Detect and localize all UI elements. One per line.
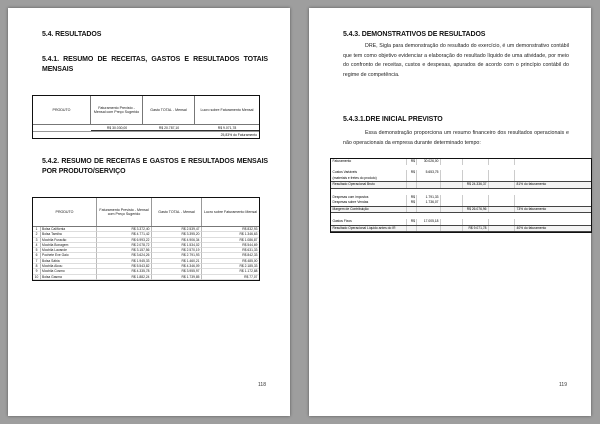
dre-subtotal (463, 200, 489, 206)
header-produto: PRODUTO (33, 96, 91, 124)
product-name: Mochila Bonagem (41, 243, 97, 248)
cost-value: R$ 4.906,34 (152, 238, 202, 243)
dre-currency: R$ (407, 200, 417, 206)
dre-row (331, 159, 591, 165)
product-header-gasto: Gasto TOTAL - Mensal (152, 198, 202, 226)
dre-label: Faturamento (331, 159, 407, 165)
cost-value: R$ 4.346,09 (152, 264, 202, 269)
product-table (32, 197, 260, 281)
summary-table (32, 95, 260, 139)
dre-empty-cell (441, 207, 463, 213)
dre-currency (407, 176, 417, 182)
product-header-produto: PRODUTO (33, 198, 97, 226)
row-number: 3 (33, 238, 41, 243)
revenue-value: R$ 6.993,22 (97, 238, 152, 243)
dre-currency: R$ (407, 195, 417, 201)
dre-row (331, 200, 591, 206)
initial-paragraph-text: Essa demonstração proporciona um resumo financeiro dos resultados operacionais e não operacionais da empresa durante determinado tempo: (343, 130, 569, 146)
dre-value: 1.791,33 (417, 195, 441, 201)
dre-empty-cell (489, 207, 515, 213)
heading-resumo-produto (42, 157, 268, 177)
revenue-value: R$ 1.945,33 (97, 259, 152, 264)
row-number: 1 (33, 227, 41, 232)
heading-resumo-produto-line2: POR PRODUTO/SERVIÇO (42, 168, 126, 175)
left-page (8, 8, 290, 416)
product-name: Bolsa Califórnia (41, 227, 97, 232)
profit-value: R$ 1.172,88 (202, 269, 259, 274)
product-name: Bolsa Sábia (41, 259, 97, 264)
dre-paragraph-text: DRE, Sigla para demonstração do resultado do exercício, é um demonstrativo contábil que tem como objetivo evidenciar a elaboração do resultado líquido de uma atividade, por meio do confronto de receitas, custos e despesas, apurados de acordo com o princípio contábil do regime de competência. (343, 43, 569, 78)
summary-table-row (33, 125, 259, 131)
header-faturamento: Faturamento Previsto - Mensal com Preço Sugerido (91, 96, 143, 124)
dre-empty-cell (489, 226, 515, 232)
profit-value: R$ 1.086,87 (202, 238, 259, 243)
product-header-lucro: Lucro sobre Faturamento Mensal (204, 209, 257, 214)
product-name: Pochete Exe Gaio (41, 253, 97, 258)
header-lucro: Lucro sobre Faturamento Mensal (200, 107, 254, 112)
dre-value: 5.653,75 (417, 170, 441, 176)
revenue-value: R$ 4.335,78 (97, 269, 152, 274)
dre-label: Margem de Contribuição (331, 207, 407, 213)
heading-resumo-totais-line2: MENSAIS (42, 66, 74, 73)
product-header-faturamento: Faturamento Previsto - Mensal com Preço Sugerido (97, 198, 152, 226)
cost-value: R$ 1.534,02 (152, 243, 202, 248)
dre-currency (407, 207, 417, 213)
profit-value: R$ 77,07 (202, 275, 259, 280)
summary-produto (33, 125, 91, 131)
dre-empty-cell (441, 176, 463, 182)
revenue-value: R$ 3.624,26 (97, 253, 152, 258)
cost-value: R$ 1.739,85 (152, 275, 202, 280)
dre-empty-cell (489, 182, 515, 188)
product-name: Mochila Alcou (41, 264, 97, 269)
profit-value: R$ 842,33 (202, 253, 259, 258)
dre-currency: R$ (407, 219, 417, 225)
initial-paragraph (343, 129, 569, 148)
cost-value: R$ 2.570,19 (152, 248, 202, 253)
revenue-value: R$ 1.882,24 (97, 275, 152, 280)
profit-value: R$ 1.346,63 (202, 232, 259, 237)
dre-subtotal (463, 176, 489, 182)
dre-percent-note (515, 159, 591, 165)
revenue-value: R$ 4.771,42 (97, 232, 152, 237)
product-name: Bolsa Tamiha (41, 232, 97, 237)
revenue-value: R$ 2.078,72 (97, 243, 152, 248)
dre-empty-cell (489, 159, 515, 165)
row-number: 4 (33, 243, 41, 248)
dre-row (331, 225, 591, 233)
dre-empty-cell (441, 226, 463, 232)
heading-resumo-totais-line1: 5.4.1. RESUMO DE RECEITAS, GASTOS E RESULTADOS TOTAIS (42, 56, 268, 63)
dre-row (331, 181, 591, 189)
heading-resultados: 5.4. RESULTADOS (42, 31, 102, 38)
dre-label: Despesas sobre Vendas (331, 200, 407, 206)
dre-row (331, 176, 591, 182)
cost-value: R$ 3.955,97 (152, 269, 202, 274)
product-table-body (33, 227, 259, 280)
dre-value: 1.736,07 (417, 200, 441, 206)
cost-value: R$ 3.395,20 (152, 232, 202, 237)
summary-faturamento: R$ 30.030,00 (91, 125, 143, 131)
dre-value (417, 226, 441, 232)
dre-subtotal (463, 159, 489, 165)
heading-demonstrativos: 5.4.3. DEMONSTRATIVOS DE RESULTADOS (343, 31, 486, 38)
dre-empty-cell (489, 176, 515, 182)
profit-value: R$ 832,93 (202, 227, 259, 232)
dre-value (417, 207, 441, 213)
dre-percent-note: 81% do faturamento (516, 182, 547, 187)
dre-subtotal: R$ 24.336,37 (463, 182, 489, 188)
dre-empty-cell (441, 182, 463, 188)
product-name: Bolsa Gasma (41, 275, 97, 280)
profit-value: R$ 631,33 (202, 248, 259, 253)
dre-empty-cell (489, 219, 515, 225)
dre-label: Resultado Operacional Líquido antes do IR (331, 226, 407, 232)
page-number-right: 119 (559, 382, 567, 388)
row-number: 8 (33, 264, 41, 269)
row-number: 5 (33, 248, 41, 253)
summary-percent: 25,83% (220, 133, 233, 137)
dre-value (417, 176, 441, 182)
dre-value: 30.026,00 (417, 159, 441, 165)
heading-resumo-produto-line1: 5.4.2. RESUMO DE RECEITAS E GASTOS E RESULTADOS MENSAIS (42, 158, 268, 165)
summary-gasto: R$ 20.787,10 (143, 125, 195, 131)
revenue-value: R$ 3.157,56 (97, 248, 152, 253)
dre-percent-note (515, 219, 591, 225)
cost-value: R$ 1.460,21 (152, 259, 202, 264)
profit-value: R$ 2.185,33 (202, 264, 259, 269)
product-name: Mochila Lavande (41, 248, 97, 253)
row-number: 9 (33, 269, 41, 274)
heading-resumo-totais (42, 55, 268, 75)
dre-label: Gastos Fixos (331, 219, 407, 225)
revenue-value: R$ 3.372,40 (97, 227, 152, 232)
table-row (33, 275, 259, 280)
cost-value: R$ 2.791,93 (152, 253, 202, 258)
product-table-header (33, 198, 259, 227)
profit-value: R$ 485,00 (202, 259, 259, 264)
row-number: 6 (33, 253, 41, 258)
summary-percent-row (33, 131, 259, 138)
dre-table-body (331, 159, 591, 232)
dre-percent-note: 73% do faturamento (516, 206, 547, 211)
dre-value: 17.005,18 (417, 219, 441, 225)
dre-subtotal (463, 219, 489, 225)
dre-percent-note: 40% do faturamento (516, 225, 547, 230)
dre-empty-cell (441, 219, 463, 225)
header-gasto: Gasto TOTAL - Mensal (143, 96, 195, 124)
dre-value (417, 182, 441, 188)
row-number: 7 (33, 259, 41, 264)
revenue-value: R$ 5.543,82 (97, 264, 152, 269)
heading-dre-inicial: 5.4.3.1.DRE INICIAL PREVISTO (343, 116, 443, 123)
page-number-left: 118 (258, 382, 266, 388)
dre-currency: R$ (407, 170, 417, 176)
dre-table (330, 158, 592, 233)
summary-table-header (33, 96, 259, 125)
dre-subtotal: R$ 9.071,78 (463, 226, 489, 232)
row-number: 2 (33, 232, 41, 237)
dre-currency (407, 182, 417, 188)
dre-currency (407, 226, 417, 232)
dre-empty-cell (489, 200, 515, 206)
dre-empty-cell (441, 200, 463, 206)
row-number: 10 (33, 275, 41, 280)
dre-currency: R$ (407, 159, 417, 165)
dre-row (331, 219, 591, 225)
profit-value: R$ 544,69 (202, 243, 259, 248)
dre-label: Custos Variáveis (331, 170, 407, 176)
dre-paragraph (343, 42, 569, 80)
dre-percent-note (515, 176, 591, 182)
dre-label: (materiais e fretes do produto) (331, 176, 407, 182)
product-name: Mochila Furacão (41, 238, 97, 243)
dre-subtotal: R$ 26.076,96 (463, 207, 489, 213)
dre-percent-note (515, 200, 591, 206)
product-name: Mochila Cosmo (41, 269, 97, 274)
dre-label: Despesas com impostos (331, 195, 407, 201)
cost-value: R$ 2.539,47 (152, 227, 202, 232)
dre-empty-cell (441, 159, 463, 165)
dre-row (331, 206, 591, 214)
summary-percent-label: do Faturamento (233, 133, 257, 137)
dre-label: Resultado Operacional Bruto (331, 182, 407, 188)
summary-lucro: R$ 9.071,78 (195, 125, 259, 131)
